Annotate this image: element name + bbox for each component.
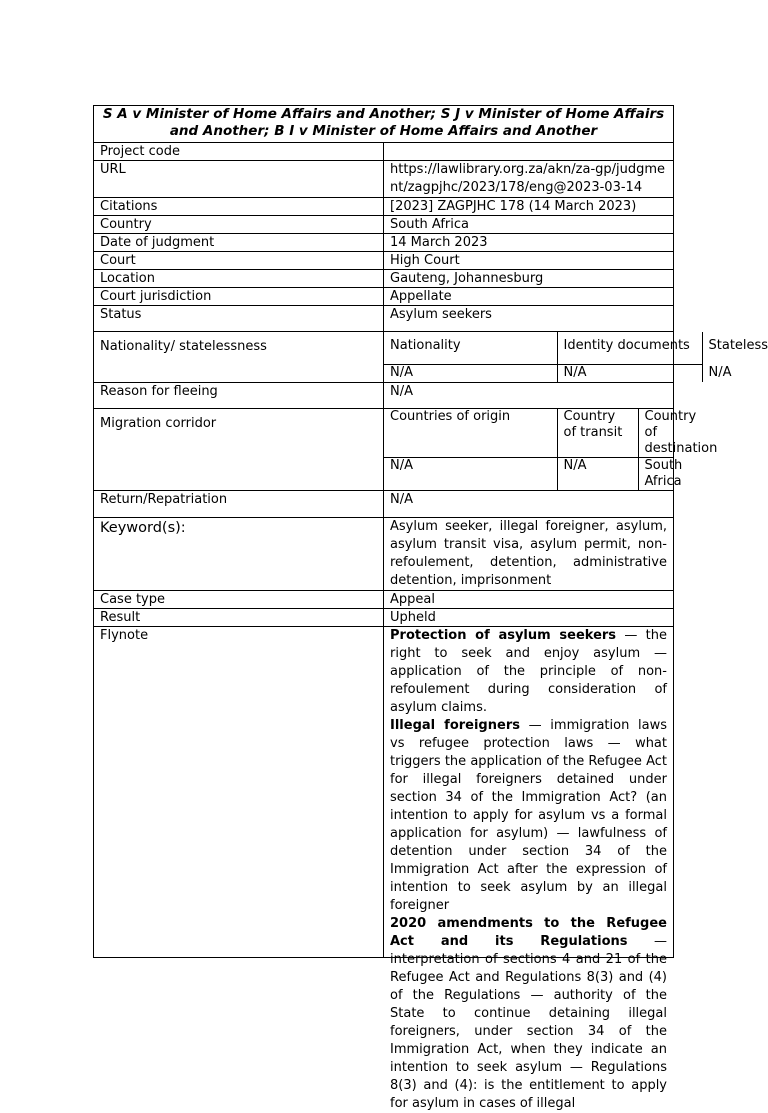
row-flynote: [94, 627, 674, 958]
flynote-text: — immigration laws vs refugee protection laws — what triggers the application of the Refugee Act for illegal foreigners detained under section 34 of the Immigration Act? (an intention to apply for asylum vs a formal application for asylum) — lawfulness of detention under section 34 of the Immigration Act after the expression of intention to seek asylum by an illegal foreigner: [390, 718, 667, 913]
row-court: [94, 252, 674, 270]
case-type-value: Appeal: [384, 591, 674, 609]
status-label: Status: [94, 306, 384, 332]
flynote-paragraph: [390, 627, 667, 717]
flynote-paragraph: [390, 717, 667, 915]
flynote-content: [390, 627, 667, 1111]
countries-of-origin-value: N/A: [384, 458, 557, 491]
country-of-destination-header: Country of destination: [638, 409, 673, 458]
status-value: Asylum seekers: [384, 306, 674, 332]
row-location: [94, 270, 674, 288]
court-value: High Court: [384, 252, 674, 270]
identity-documents-header: Identity documents: [557, 332, 702, 364]
row-date-of-judgment: [94, 234, 674, 252]
row-status: [94, 306, 674, 332]
court-label: Court: [94, 252, 384, 270]
row-return-repatriation: [94, 491, 674, 518]
row-reason-for-fleeing: [94, 383, 674, 409]
migration-corridor-subtable: [384, 409, 718, 490]
case-summary-page: [93, 105, 768, 1111]
row-citations: [94, 198, 674, 216]
flynote-heading: Protection of asylum seekers: [390, 628, 617, 643]
case-title: S A v Minister of Home Affairs and Another; S J v Minister of Home Affairs and Another; B I v Minister of Home Affairs and Another: [94, 106, 674, 143]
row-court-jurisdiction: [94, 288, 674, 306]
case-type-label: Case type: [94, 591, 384, 609]
url-value: https://lawlibrary.org.za/akn/za-gp/judgment/zagpjhc/2023/178/eng@2023-03-14: [384, 161, 674, 198]
court-jurisdiction-label: Court jurisdiction: [94, 288, 384, 306]
nationality-header: Nationality: [384, 332, 557, 364]
identity-documents-value: N/A: [557, 364, 702, 382]
row-case-type: [94, 591, 674, 609]
project-code-value: [384, 143, 674, 161]
url-label: URL: [94, 161, 384, 198]
countries-of-origin-header: Countries of origin: [384, 409, 557, 458]
flynote-heading: Illegal foreigners: [390, 718, 520, 733]
row-country: [94, 216, 674, 234]
row-project-code: [94, 143, 674, 161]
country-of-destination-value: South Africa: [638, 458, 673, 491]
result-value: Upheld: [384, 609, 674, 627]
case-summary-table: [93, 105, 768, 1111]
row-keywords: [94, 518, 674, 591]
date-of-judgment-label: Date of judgment: [94, 234, 384, 252]
location-label: Location: [94, 270, 384, 288]
reason-for-fleeing-label: Reason for fleeing: [94, 383, 384, 409]
migration-corridor-label: Migration corridor: [94, 409, 384, 491]
row-result: [94, 609, 674, 627]
reason-for-fleeing-value: N/A: [384, 383, 674, 409]
court-jurisdiction-value: Appellate: [384, 288, 674, 306]
flynote-heading: 2020 amendments to the Refugee Act and its Regulations: [390, 916, 667, 949]
nationality-value: N/A: [384, 364, 557, 382]
flynote-label: Flynote: [94, 627, 384, 958]
return-repatriation-value: N/A: [384, 491, 674, 518]
citations-value: [2023] ZAGPJHC 178 (14 March 2023): [384, 198, 674, 216]
return-repatriation-label: Return/Repatriation: [94, 491, 384, 518]
country-label: Country: [94, 216, 384, 234]
result-label: Result: [94, 609, 384, 627]
date-of-judgment-value: 14 March 2023: [384, 234, 674, 252]
location-value: Gauteng, Johannesburg: [384, 270, 674, 288]
country-of-transit-value: N/A: [557, 458, 638, 491]
keywords-label: Keyword(s):: [94, 518, 384, 591]
row-url: [94, 161, 674, 198]
row-nationality: [94, 332, 674, 383]
flynote-text: — the right to seek and enjoy asylum — application of the principle of non-refoulement during consideration of asylum claims.: [390, 628, 667, 715]
nationality-subtable: Nationality Identity documents Stateless N/A N/A N/A: [384, 332, 702, 382]
keywords-value: Asylum seeker, illegal foreigner, asylum, asylum transit visa, asylum permit, non-refoulement, detention, administrative detention, imprisonment: [384, 518, 674, 591]
project-code-label: Project code: [94, 143, 384, 161]
citations-label: Citations: [94, 198, 384, 216]
flynote-paragraph: [390, 915, 667, 1113]
row-migration-corridor: [94, 409, 674, 491]
nationality-label: Nationality/ statelessness: [94, 332, 384, 383]
flynote-text: — interpretation of sections 4 and 21 of the Refugee Act and Regulations 8(3) and (4) of the Regulations — authority of the State to continue detaining illegal foreigners, under section 34 of the Immigration Act, when they indicate an intention to seek asylum — Regulations 8(3) and (4): is the entitlement to apply for asylum in cases of illegal: [390, 934, 667, 1111]
country-value: South Africa: [384, 216, 674, 234]
country-of-transit-header: Country of transit: [557, 409, 638, 458]
